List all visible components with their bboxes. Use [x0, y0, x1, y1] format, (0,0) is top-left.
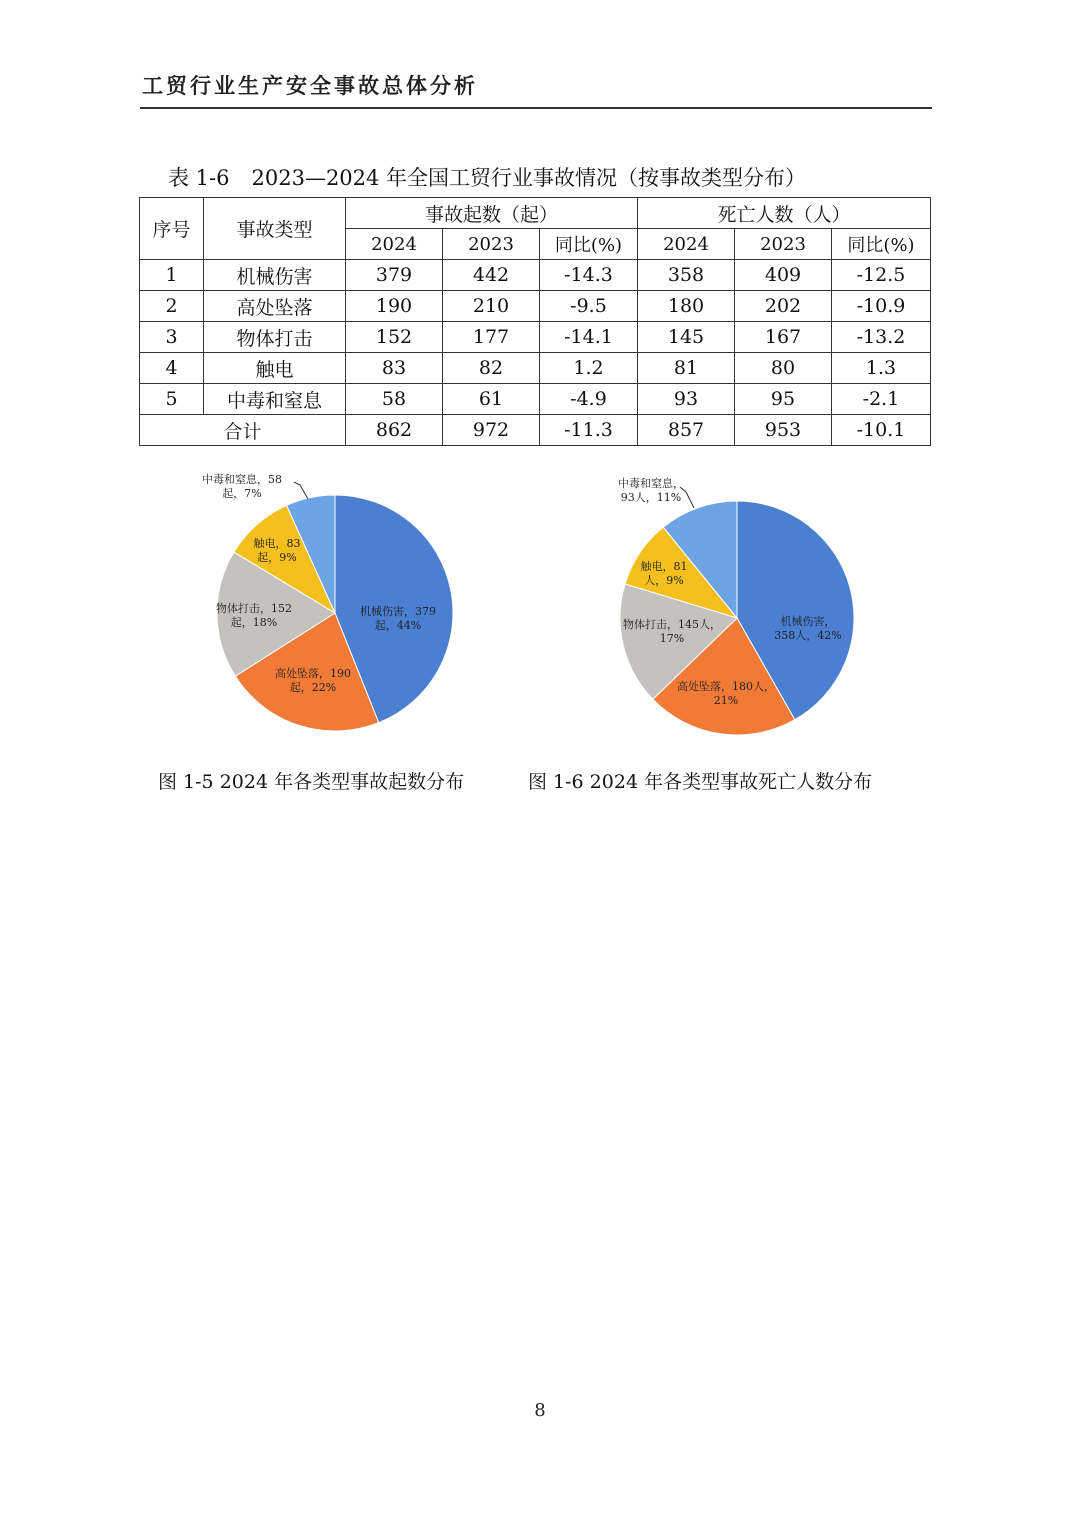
- pie-label-poisoning-suffocation: 中毒和窒息，58 起，7%: [202, 473, 282, 500]
- pie-label-mechanical-injury: 机械伤害， 358人，42%: [774, 615, 842, 642]
- pie-label-electric-shock: 触电，81 人，9%: [640, 560, 688, 587]
- figure-caption-2: 图 1-6 2024 年各类型事故死亡人数分布: [528, 771, 873, 793]
- table-total-row: [140, 415, 931, 446]
- cell-acc-yoy: 1.2: [540, 353, 638, 384]
- header-dth-2023: 2023: [735, 229, 832, 260]
- cell-seq: 1: [140, 260, 204, 291]
- cell-seq: 4: [140, 353, 204, 384]
- pie-label-object-strike: 物体打击，145人， 17%: [623, 618, 721, 645]
- cell-seq: 5: [140, 384, 204, 415]
- pie-chart-accidents: [170, 465, 490, 749]
- cell-type: 物体打击: [204, 322, 346, 353]
- cell-acc-yoy: -9.5: [540, 291, 638, 322]
- leader-line: [294, 482, 308, 499]
- cell-total-dth-yoy: -10.1: [832, 415, 931, 446]
- cell-acc-2024: 58: [346, 384, 443, 415]
- cell-acc-yoy: -4.9: [540, 384, 638, 415]
- table-row: [140, 260, 931, 291]
- leader-line: [680, 487, 694, 508]
- pie-chart-deaths: [590, 470, 890, 749]
- header-acc-yoy: 同比(%): [540, 229, 638, 260]
- cell-total-dth-2024: 857: [638, 415, 735, 446]
- cell-dth-yoy: -13.2: [832, 322, 931, 353]
- cell-type: 高处坠落: [204, 291, 346, 322]
- cell-dth-2023: 202: [735, 291, 832, 322]
- accident-table: [139, 197, 931, 446]
- cell-dth-2023: 409: [735, 260, 832, 291]
- table-row: [140, 384, 931, 415]
- cell-total-acc-2023: 972: [443, 415, 540, 446]
- pie-chart-deaths-svg: [590, 470, 890, 745]
- cell-type: 中毒和窒息: [204, 384, 346, 415]
- header-dth-yoy: 同比(%): [832, 229, 931, 260]
- cell-dth-2023: 95: [735, 384, 832, 415]
- figure-caption-1: 图 1-5 2024 年各类型事故起数分布: [158, 771, 465, 793]
- header-acc-2024: 2024: [346, 229, 443, 260]
- cell-acc-2023: 61: [443, 384, 540, 415]
- header-acc-2023: 2023: [443, 229, 540, 260]
- cell-total-acc-yoy: -11.3: [540, 415, 638, 446]
- running-header: 工贸行业生产安全事故总体分析: [142, 74, 478, 98]
- pie-label-poisoning-suffocation: 中毒和窒息， 93人，11%: [618, 477, 684, 504]
- pie-label-fall-from-height: 高处坠落，190 起，22%: [275, 667, 351, 694]
- cell-seq: 2: [140, 291, 204, 322]
- cell-total-dth-2023: 953: [735, 415, 832, 446]
- header-dth-2024: 2024: [638, 229, 735, 260]
- cell-type: 触电: [204, 353, 346, 384]
- cell-acc-yoy: -14.1: [540, 322, 638, 353]
- cell-total-acc-2024: 862: [346, 415, 443, 446]
- cell-dth-2024: 180: [638, 291, 735, 322]
- header-seq: 序号: [140, 198, 204, 260]
- pie-label-fall-from-height: 高处坠落，180人， 21%: [677, 680, 775, 707]
- cell-acc-2023: 210: [443, 291, 540, 322]
- cell-acc-2023: 442: [443, 260, 540, 291]
- header-accidents-group: 事故起数（起）: [346, 198, 638, 229]
- cell-dth-yoy: -10.9: [832, 291, 931, 322]
- header-rule: [140, 107, 932, 109]
- cell-total-label: 合计: [140, 415, 346, 446]
- cell-dth-2024: 93: [638, 384, 735, 415]
- cell-acc-2023: 177: [443, 322, 540, 353]
- header-deaths-group: 死亡人数（人）: [638, 198, 931, 229]
- table-row: [140, 291, 931, 322]
- cell-dth-2024: 81: [638, 353, 735, 384]
- pie-label-object-strike: 物体打击，152 起，18%: [216, 602, 292, 629]
- cell-dth-2024: 358: [638, 260, 735, 291]
- cell-dth-2023: 167: [735, 322, 832, 353]
- cell-acc-2024: 83: [346, 353, 443, 384]
- cell-acc-2024: 379: [346, 260, 443, 291]
- table-row: [140, 353, 931, 384]
- cell-dth-2023: 80: [735, 353, 832, 384]
- pie-label-electric-shock: 触电，83 起，9%: [253, 537, 301, 564]
- pie-label-mechanical-injury: 机械伤害，379 起，44%: [360, 605, 436, 632]
- table-title-text: 2023—2024 年全国工贸行业事故情况（按事故类型分布）: [251, 166, 807, 190]
- cell-dth-yoy: -12.5: [832, 260, 931, 291]
- cell-acc-2024: 152: [346, 322, 443, 353]
- cell-dth-yoy: 1.3: [832, 353, 931, 384]
- cell-acc-yoy: -14.3: [540, 260, 638, 291]
- cell-dth-2024: 145: [638, 322, 735, 353]
- header-type: 事故类型: [204, 198, 346, 260]
- pie-chart-accidents-svg: [170, 465, 490, 745]
- cell-seq: 3: [140, 322, 204, 353]
- cell-dth-yoy: -2.1: [832, 384, 931, 415]
- table-label: 表 1-6: [168, 166, 230, 190]
- table-row: [140, 322, 931, 353]
- cell-type: 机械伤害: [204, 260, 346, 291]
- cell-acc-2024: 190: [346, 291, 443, 322]
- cell-acc-2023: 82: [443, 353, 540, 384]
- table-title: [168, 162, 928, 192]
- page-number: 8: [534, 1400, 546, 1421]
